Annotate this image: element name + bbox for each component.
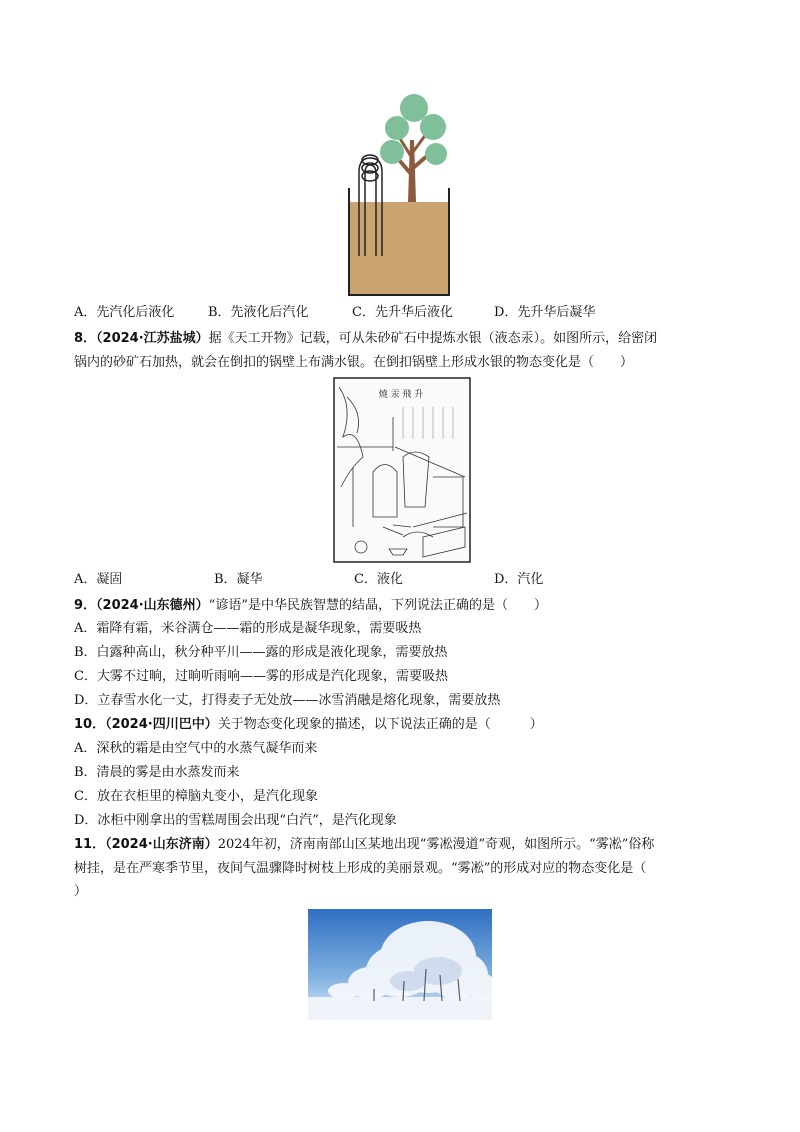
q9-option-a[interactable]: A．霜降有霜，米谷满仓——霜的形成是凝华现象，需要吸热 — [74, 621, 422, 636]
q11-text-line1: 2024年初，济南南部山区某地出现“雾凇漫道”奇观，如图所示。“雾凇”俗称 — [217, 837, 655, 852]
q8-options — [74, 570, 714, 590]
q7-option-b[interactable]: B．先液化后汽化 — [208, 305, 309, 320]
q8-option-d[interactable]: D．汽化 — [494, 572, 544, 587]
q10-option-d[interactable]: D．冰柜中刚拿出的雪糕周围会出现“白汽”，是汽化现象 — [74, 813, 397, 828]
q11-stem-line2 — [74, 859, 646, 879]
q8-stem-line2 — [74, 353, 633, 373]
q9-text: “谚语”是中华民族智慧的结晶，下列说法正确的是（ ） — [208, 598, 547, 613]
q10-number: 10． — [74, 717, 106, 732]
q8-option-c[interactable]: C．液化 — [354, 572, 403, 587]
q8-option-a[interactable]: A．凝固 — [74, 572, 123, 587]
q8-option-b[interactable]: B．凝华 — [214, 572, 263, 587]
q10-stem — [74, 715, 543, 735]
q11-stem-line3 — [74, 882, 87, 902]
q11-text-line3: ） — [74, 884, 88, 899]
q8-text-line2: 锅内的砂矿石加热，就会在倒扣的锅壁上布满水银。在倒扣锅壁上形成水银的物态变化是（ ） — [74, 355, 634, 370]
q11-number: 11． — [74, 837, 106, 852]
q11-stem-line1 — [74, 835, 654, 855]
q10-option-c[interactable]: C．放在衣柜里的樟脑丸变小，是汽化现象 — [74, 789, 318, 804]
q11-text-line2: 树挂，是在严寒季节里，夜间气温骤降时树枝上形成的美丽景观。“雾凇”的形成对应的物态变化是（ — [74, 861, 647, 876]
tree-container-figure — [330, 88, 470, 300]
q9-number: 9． — [74, 598, 97, 613]
q7-option-c[interactable]: C．先升华后液化 — [352, 305, 453, 320]
q9-option-c[interactable]: C．大雾不过晌，过晌听雨响——雾的形成是汽化现象，需要吸热 — [74, 669, 448, 684]
q7-options — [74, 303, 714, 323]
q7-option-d[interactable]: D．先升华后凝华 — [494, 305, 596, 320]
q10-option-b[interactable]: B．清晨的雾是由水蒸发而来 — [74, 765, 240, 780]
q8-number: 8． — [74, 331, 97, 346]
figure-title: 燒 汞 飛 升 — [378, 390, 424, 400]
q9-source: （2024·山东德州） — [96, 598, 209, 613]
q8-text-line1: 据《天工开物》记载，可从朱砂矿石中提炼水银（液态汞）。如图所示，给密闭 — [208, 331, 658, 346]
q9-stem — [74, 596, 547, 616]
rime-trees-photo — [308, 909, 492, 1020]
tiangong-kaiwu-illustration — [333, 377, 471, 563]
q10-source: （2024·四川巴中） — [105, 717, 218, 732]
q8-stem-line1 — [74, 329, 657, 349]
q10-text: 关于物态变化现象的描述，以下说法正确的是（ ） — [217, 717, 543, 732]
q11-source: （2024·山东济南） — [105, 837, 218, 852]
q9-option-d[interactable]: D．立春雪水化一丈，打得麦子无处放——冰雪消融是熔化现象，需要放热 — [74, 693, 501, 708]
q9-option-b[interactable]: B．白露种高山，秋分种平川——露的形成是液化现象，需要放热 — [74, 645, 448, 660]
q10-option-a[interactable]: A．深秋的霜是由空气中的水蒸气凝华而来 — [74, 741, 318, 756]
q7-option-a[interactable]: A．先汽化后液化 — [74, 305, 175, 320]
q8-source: （2024·江苏盐城） — [96, 331, 209, 346]
